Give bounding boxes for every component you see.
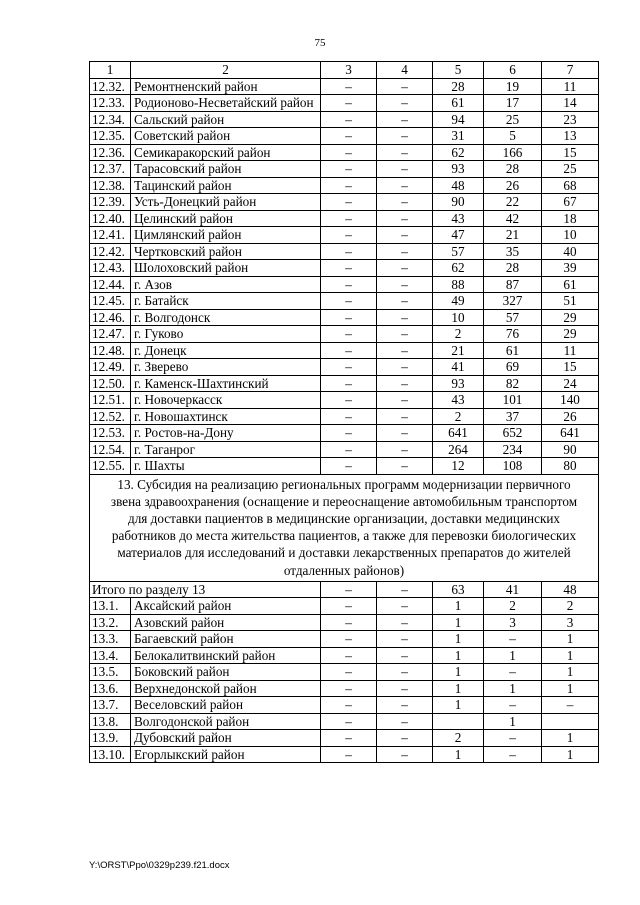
row-number: 13.5.	[90, 664, 131, 681]
value-cell: –	[377, 746, 433, 763]
value-cell: 1	[433, 746, 484, 763]
row-number: 12.53.	[90, 425, 131, 442]
table-row	[90, 260, 599, 277]
district-name: г. Таганрог	[131, 441, 321, 458]
value-cell: 1	[542, 664, 599, 681]
value-cell: –	[321, 713, 377, 730]
value-cell: 29	[542, 309, 599, 326]
value-cell: 88	[433, 276, 484, 293]
table-row	[90, 194, 599, 211]
value-cell: 2	[433, 408, 484, 425]
row-number: 12.34.	[90, 111, 131, 128]
value-cell: 82	[484, 375, 542, 392]
value-cell: –	[377, 425, 433, 442]
district-name: Белокалитвинский район	[131, 647, 321, 664]
section-heading-row	[90, 474, 599, 581]
header-row	[90, 62, 599, 79]
table-row	[90, 227, 599, 244]
value-cell: 39	[542, 260, 599, 277]
value-cell: –	[321, 293, 377, 310]
value-cell: –	[377, 375, 433, 392]
district-name: г. Новошахтинск	[131, 408, 321, 425]
table-row	[90, 392, 599, 409]
value-cell: –	[377, 177, 433, 194]
value-cell: –	[321, 243, 377, 260]
value-cell: –	[377, 243, 433, 260]
section-13-title: 13. Субсидия на реализацию региональных программ модернизации первичного звена здравоохранения (оснащение и переоснащение автомобильным транспортом для доставки пациентов в медицинские организации, доставки медицинских работников до места жительства пациентов, а также для перевозки биологических материалов для исследований и доставки лекарственных препаратов до жителей отдаленных районов)	[90, 474, 599, 581]
value-cell: 166	[484, 144, 542, 161]
district-name: г. Зверево	[131, 359, 321, 376]
district-name: Семикаракорский район	[131, 144, 321, 161]
value-cell: –	[321, 111, 377, 128]
district-name: Егорлыкский район	[131, 746, 321, 763]
value-cell: –	[377, 713, 433, 730]
row-number: 12.48.	[90, 342, 131, 359]
value-cell: –	[321, 227, 377, 244]
table-row	[90, 664, 599, 681]
district-name: Боковский район	[131, 664, 321, 681]
district-name: Чертковский район	[131, 243, 321, 260]
table-row	[90, 680, 599, 697]
row-number: 12.41.	[90, 227, 131, 244]
value-cell: –	[377, 631, 433, 648]
row-number: 13.6.	[90, 680, 131, 697]
value-cell: –	[377, 260, 433, 277]
header-cell: 2	[131, 62, 321, 79]
value-cell: 25	[542, 161, 599, 178]
district-name: г. Ростов-на-Дону	[131, 425, 321, 442]
value-cell: –	[377, 293, 433, 310]
value-cell: –	[321, 309, 377, 326]
value-cell: 1	[542, 746, 599, 763]
value-cell: 641	[433, 425, 484, 442]
value-cell: 37	[484, 408, 542, 425]
row-number: 12.39.	[90, 194, 131, 211]
row-number: 12.32.	[90, 78, 131, 95]
table-row	[90, 375, 599, 392]
row-number: 13.10.	[90, 746, 131, 763]
value-cell: 62	[433, 144, 484, 161]
value-cell: 94	[433, 111, 484, 128]
district-name: Цимлянский район	[131, 227, 321, 244]
value-cell: 21	[484, 227, 542, 244]
value-cell: 2	[433, 326, 484, 343]
value-cell: –	[377, 614, 433, 631]
value-cell: –	[321, 210, 377, 227]
total-value: 41	[484, 581, 542, 598]
total-value: 48	[542, 581, 599, 598]
value-cell: 10	[433, 309, 484, 326]
table-row	[90, 697, 599, 714]
table-row	[90, 95, 599, 112]
value-cell: –	[321, 128, 377, 145]
row-number: 12.42.	[90, 243, 131, 260]
table-row	[90, 408, 599, 425]
district-name: Целинский район	[131, 210, 321, 227]
value-cell: –	[321, 359, 377, 376]
value-cell: 327	[484, 293, 542, 310]
value-cell: 43	[433, 392, 484, 409]
value-cell: –	[377, 647, 433, 664]
value-cell: –	[377, 598, 433, 615]
value-cell: 15	[542, 359, 599, 376]
row-number: 12.46.	[90, 309, 131, 326]
value-cell: 1	[433, 697, 484, 714]
district-name: Шолоховский район	[131, 260, 321, 277]
value-cell: –	[377, 144, 433, 161]
value-cell: –	[484, 631, 542, 648]
value-cell: –	[484, 746, 542, 763]
row-number: 12.55.	[90, 458, 131, 475]
header-cell: 3	[321, 62, 377, 79]
value-cell: 41	[433, 359, 484, 376]
value-cell: –	[321, 746, 377, 763]
value-cell: –	[321, 161, 377, 178]
value-cell: 2	[433, 730, 484, 747]
district-name: Родионово-Несветайский район	[131, 95, 321, 112]
page-number: 75	[314, 37, 326, 49]
table-row	[90, 144, 599, 161]
value-cell: –	[377, 111, 433, 128]
value-cell: 48	[433, 177, 484, 194]
table-row	[90, 342, 599, 359]
value-cell: –	[321, 598, 377, 615]
district-name: Тацинский район	[131, 177, 321, 194]
table-row	[90, 458, 599, 475]
value-cell: –	[377, 441, 433, 458]
district-name: Багаевский район	[131, 631, 321, 648]
value-cell: 3	[542, 614, 599, 631]
district-name: г. Новочеркасск	[131, 392, 321, 409]
district-name: Усть-Донецкий район	[131, 194, 321, 211]
value-cell: –	[377, 730, 433, 747]
value-cell: 1	[433, 598, 484, 615]
table-row	[90, 326, 599, 343]
value-cell: –	[484, 664, 542, 681]
value-cell: –	[377, 276, 433, 293]
value-cell: –	[484, 697, 542, 714]
value-cell: 57	[433, 243, 484, 260]
value-cell: 12	[433, 458, 484, 475]
row-number: 12.44.	[90, 276, 131, 293]
table-row	[90, 243, 599, 260]
total-value: 63	[433, 581, 484, 598]
value-cell: 10	[542, 227, 599, 244]
value-cell: –	[321, 375, 377, 392]
value-cell: 67	[542, 194, 599, 211]
row-number: 12.37.	[90, 161, 131, 178]
header-cell: 7	[542, 62, 599, 79]
district-name: Аксайский район	[131, 598, 321, 615]
value-cell: –	[321, 680, 377, 697]
value-cell: –	[377, 408, 433, 425]
value-cell: –	[321, 647, 377, 664]
table-row	[90, 111, 599, 128]
value-cell: 641	[542, 425, 599, 442]
table-row	[90, 359, 599, 376]
district-name: г. Шахты	[131, 458, 321, 475]
value-cell: –	[321, 342, 377, 359]
total-row	[90, 581, 599, 598]
value-cell: –	[321, 441, 377, 458]
table-row	[90, 425, 599, 442]
value-cell: 652	[484, 425, 542, 442]
value-cell: 57	[484, 309, 542, 326]
value-cell: –	[377, 95, 433, 112]
value-cell: 1	[542, 680, 599, 697]
district-name: Верхнедонской район	[131, 680, 321, 697]
value-cell: 93	[433, 161, 484, 178]
table-row	[90, 614, 599, 631]
value-cell: –	[377, 680, 433, 697]
value-cell: –	[321, 408, 377, 425]
row-number: 12.36.	[90, 144, 131, 161]
value-cell: 61	[542, 276, 599, 293]
value-cell: 5	[484, 128, 542, 145]
value-cell: 40	[542, 243, 599, 260]
value-cell: –	[321, 730, 377, 747]
value-cell: –	[321, 276, 377, 293]
value-cell: 1	[484, 647, 542, 664]
value-cell: 28	[484, 161, 542, 178]
value-cell: 140	[542, 392, 599, 409]
total-value: –	[321, 581, 377, 598]
row-number: 13.1.	[90, 598, 131, 615]
table-row	[90, 631, 599, 648]
value-cell: 69	[484, 359, 542, 376]
value-cell: 90	[433, 194, 484, 211]
value-cell: –	[377, 697, 433, 714]
value-cell: –	[377, 194, 433, 211]
value-cell: 101	[484, 392, 542, 409]
value-cell: 87	[484, 276, 542, 293]
value-cell: –	[377, 161, 433, 178]
district-name: Дубовский район	[131, 730, 321, 747]
value-cell: –	[321, 144, 377, 161]
value-cell: 47	[433, 227, 484, 244]
value-cell: 15	[542, 144, 599, 161]
value-cell: –	[321, 95, 377, 112]
district-name: Сальский район	[131, 111, 321, 128]
row-number: 13.4.	[90, 647, 131, 664]
value-cell: 2	[484, 598, 542, 615]
value-cell: 49	[433, 293, 484, 310]
header-cell: 4	[377, 62, 433, 79]
value-cell: 90	[542, 441, 599, 458]
value-cell: 43	[433, 210, 484, 227]
file-path-footer: Y:\ORST\Ppo\0329p239.f21.docx	[89, 860, 230, 871]
value-cell: 264	[433, 441, 484, 458]
value-cell: 13	[542, 128, 599, 145]
district-name: Веселовский район	[131, 697, 321, 714]
value-cell: –	[321, 177, 377, 194]
value-cell: 1	[433, 664, 484, 681]
header-cell: 1	[90, 62, 131, 79]
value-cell	[433, 713, 484, 730]
value-cell: –	[377, 309, 433, 326]
value-cell: 1	[433, 614, 484, 631]
value-cell: 26	[542, 408, 599, 425]
value-cell: –	[321, 631, 377, 648]
table-row	[90, 210, 599, 227]
row-number: 12.43.	[90, 260, 131, 277]
value-cell: 1	[542, 631, 599, 648]
table-row	[90, 128, 599, 145]
value-cell: 62	[433, 260, 484, 277]
district-name: Азовский район	[131, 614, 321, 631]
value-cell: 80	[542, 458, 599, 475]
row-number: 12.35.	[90, 128, 131, 145]
value-cell: 76	[484, 326, 542, 343]
value-cell: –	[377, 359, 433, 376]
value-cell: 108	[484, 458, 542, 475]
value-cell: 28	[433, 78, 484, 95]
row-number: 13.8.	[90, 713, 131, 730]
table-row	[90, 713, 599, 730]
value-cell: 28	[484, 260, 542, 277]
value-cell: 1	[542, 647, 599, 664]
row-number: 13.7.	[90, 697, 131, 714]
district-name: Волгодонской район	[131, 713, 321, 730]
district-name: г. Каменск-Шахтинский	[131, 375, 321, 392]
value-cell: 11	[542, 342, 599, 359]
value-cell: –	[377, 326, 433, 343]
value-cell: –	[542, 697, 599, 714]
district-name: Тарасовский район	[131, 161, 321, 178]
value-cell: 23	[542, 111, 599, 128]
value-cell: –	[377, 342, 433, 359]
value-cell: –	[321, 458, 377, 475]
row-number: 12.49.	[90, 359, 131, 376]
table-row	[90, 309, 599, 326]
value-cell: 35	[484, 243, 542, 260]
row-number: 12.33.	[90, 95, 131, 112]
value-cell: 1	[484, 680, 542, 697]
value-cell: –	[377, 210, 433, 227]
district-name: г. Волгодонск	[131, 309, 321, 326]
row-number: 12.54.	[90, 441, 131, 458]
district-name: Советский район	[131, 128, 321, 145]
value-cell: 68	[542, 177, 599, 194]
row-number: 12.51.	[90, 392, 131, 409]
value-cell: 93	[433, 375, 484, 392]
value-cell: –	[321, 392, 377, 409]
table-row	[90, 647, 599, 664]
header-cell: 5	[433, 62, 484, 79]
value-cell: 1	[433, 631, 484, 648]
value-cell: –	[321, 78, 377, 95]
total-label: Итого по разделу 13	[90, 581, 321, 598]
value-cell: –	[377, 664, 433, 681]
value-cell: 1	[484, 713, 542, 730]
district-name: г. Гуково	[131, 326, 321, 343]
value-cell: 1	[433, 680, 484, 697]
value-cell: –	[321, 194, 377, 211]
district-name: г. Батайск	[131, 293, 321, 310]
table-row	[90, 598, 599, 615]
value-cell: –	[377, 78, 433, 95]
value-cell: 1	[433, 647, 484, 664]
value-cell: 17	[484, 95, 542, 112]
value-cell: –	[321, 425, 377, 442]
value-cell: 2	[542, 598, 599, 615]
row-number: 12.45.	[90, 293, 131, 310]
value-cell: 51	[542, 293, 599, 310]
value-cell: –	[377, 392, 433, 409]
value-cell: 14	[542, 95, 599, 112]
value-cell: 22	[484, 194, 542, 211]
value-cell: –	[321, 664, 377, 681]
row-number: 12.38.	[90, 177, 131, 194]
table-row	[90, 746, 599, 763]
value-cell: 29	[542, 326, 599, 343]
table-row	[90, 78, 599, 95]
row-number: 13.3.	[90, 631, 131, 648]
value-cell: 61	[484, 342, 542, 359]
table-row	[90, 730, 599, 747]
row-number: 13.2.	[90, 614, 131, 631]
table-row	[90, 177, 599, 194]
value-cell: 21	[433, 342, 484, 359]
row-number: 12.50.	[90, 375, 131, 392]
district-name: г. Азов	[131, 276, 321, 293]
table-row	[90, 161, 599, 178]
value-cell: –	[377, 458, 433, 475]
row-number: 12.52.	[90, 408, 131, 425]
value-cell: 1	[542, 730, 599, 747]
value-cell: 31	[433, 128, 484, 145]
value-cell: –	[321, 326, 377, 343]
value-cell: 42	[484, 210, 542, 227]
value-cell: –	[377, 128, 433, 145]
total-value: –	[377, 581, 433, 598]
district-name: Ремонтненский район	[131, 78, 321, 95]
value-cell: 61	[433, 95, 484, 112]
row-number: 12.40.	[90, 210, 131, 227]
budget-table	[89, 61, 599, 763]
value-cell	[542, 713, 599, 730]
header-cell: 6	[484, 62, 542, 79]
row-number: 13.9.	[90, 730, 131, 747]
value-cell: –	[321, 614, 377, 631]
value-cell: 19	[484, 78, 542, 95]
value-cell: 25	[484, 111, 542, 128]
table-row	[90, 276, 599, 293]
value-cell: 18	[542, 210, 599, 227]
row-number: 12.47.	[90, 326, 131, 343]
value-cell: –	[321, 260, 377, 277]
value-cell: 3	[484, 614, 542, 631]
value-cell: 24	[542, 375, 599, 392]
table-row	[90, 441, 599, 458]
value-cell: –	[321, 697, 377, 714]
value-cell: 26	[484, 177, 542, 194]
value-cell: 11	[542, 78, 599, 95]
district-name: г. Донецк	[131, 342, 321, 359]
value-cell: –	[377, 227, 433, 244]
value-cell: 234	[484, 441, 542, 458]
table-row	[90, 293, 599, 310]
value-cell: –	[484, 730, 542, 747]
